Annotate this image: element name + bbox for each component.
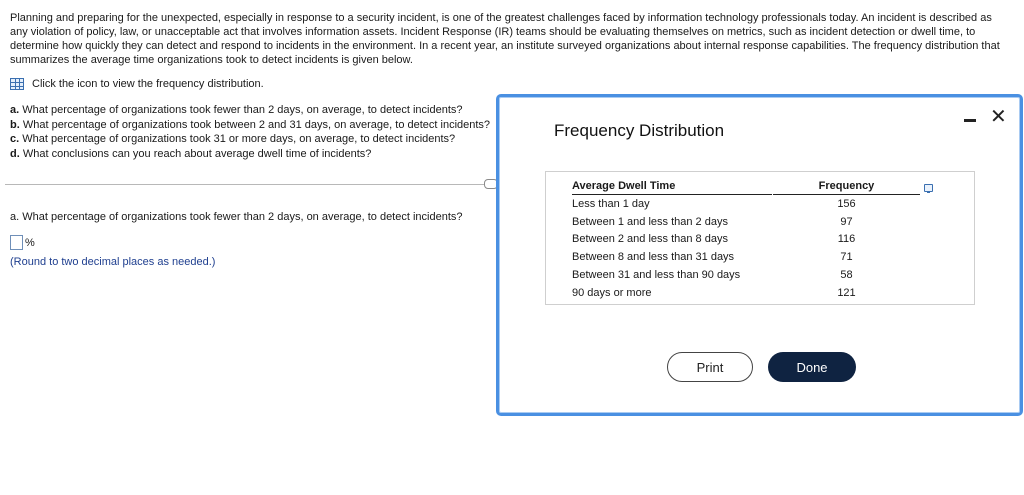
- row-frequency: 97: [840, 215, 853, 228]
- question-c: c. What percentage of organizations took 31 or more days, on average, to detect incidents?: [10, 133, 456, 145]
- table-row: [572, 231, 920, 249]
- icon-link-text: Click the icon to view the frequency distribution.: [32, 78, 264, 90]
- column-header-frequency: Frequency: [773, 178, 920, 195]
- table-row: [572, 213, 920, 231]
- frequency-table: [572, 178, 920, 302]
- table-row: [572, 248, 920, 266]
- print-button[interactable]: Print: [667, 352, 753, 382]
- answer-input[interactable]: [10, 235, 23, 250]
- row-frequency: 116: [837, 233, 856, 246]
- frequency-table-box: [545, 171, 975, 305]
- question-b: b. What percentage of organizations took between 2 and 31 days, on average, to detect incidents?: [10, 118, 491, 131]
- question-list: [10, 103, 495, 161]
- row-label: Between 8 and less than 31 days: [572, 251, 735, 264]
- row-frequency: 156: [837, 197, 856, 210]
- table-grid-icon[interactable]: [10, 78, 24, 90]
- row-label: Between 1 and less than 2 days: [572, 215, 728, 228]
- question-d: d. What conclusions can you reach about average dwell time of incidents?: [10, 147, 372, 160]
- row-label: Between 2 and less than 8 days: [572, 233, 728, 246]
- row-label: 90 days or more: [572, 286, 652, 299]
- problem-intro: Planning and preparing for the unexpected, especially in response to a security incident, is one of the greatest challenges faced by information technology professionals today. An incident is described as any violation of policy, law, or unacceptable act that involves information assets. Incident Response (IR) teams should be evaluating themselves on metrics, such as incident detection or dwell time, to determine how quickly they can detect and respond to incidents in the environment. In a recent year, an institute surveyed organizations about internal response capabilities. The frequency distribution that summarizes the average time organizations took to detect incidents is given below.: [10, 12, 1000, 66]
- dialog-title: Frequency Distribution: [554, 121, 725, 140]
- question-a: a. What percentage of organizations took fewer than 2 days, on average, to detect incidents?: [10, 104, 463, 116]
- table-row: [572, 266, 920, 284]
- row-frequency: 121: [837, 286, 856, 299]
- table-row: [572, 195, 920, 213]
- copy-table-icon[interactable]: [924, 184, 933, 192]
- frequency-distribution-link[interactable]: [10, 78, 264, 90]
- column-header-dwell-time: Average Dwell Time: [572, 178, 772, 195]
- answer-row: [10, 235, 35, 250]
- row-label: Between 31 and less than 90 days: [572, 269, 741, 282]
- section-divider: [5, 184, 493, 185]
- percent-unit: %: [25, 236, 35, 249]
- minimize-icon[interactable]: [964, 119, 976, 122]
- table-row: [572, 284, 920, 302]
- current-question: a. What percentage of organizations took fewer than 2 days, on average, to detect incidents?: [10, 211, 463, 223]
- rounding-hint: (Round to two decimal places as needed.): [10, 256, 216, 268]
- row-frequency: 58: [840, 269, 853, 282]
- frequency-distribution-dialog: [496, 94, 1023, 416]
- row-frequency: 71: [840, 251, 853, 264]
- done-button[interactable]: Done: [768, 352, 856, 382]
- row-label: Less than 1 day: [572, 197, 650, 210]
- close-icon[interactable]: ✕: [990, 106, 1007, 128]
